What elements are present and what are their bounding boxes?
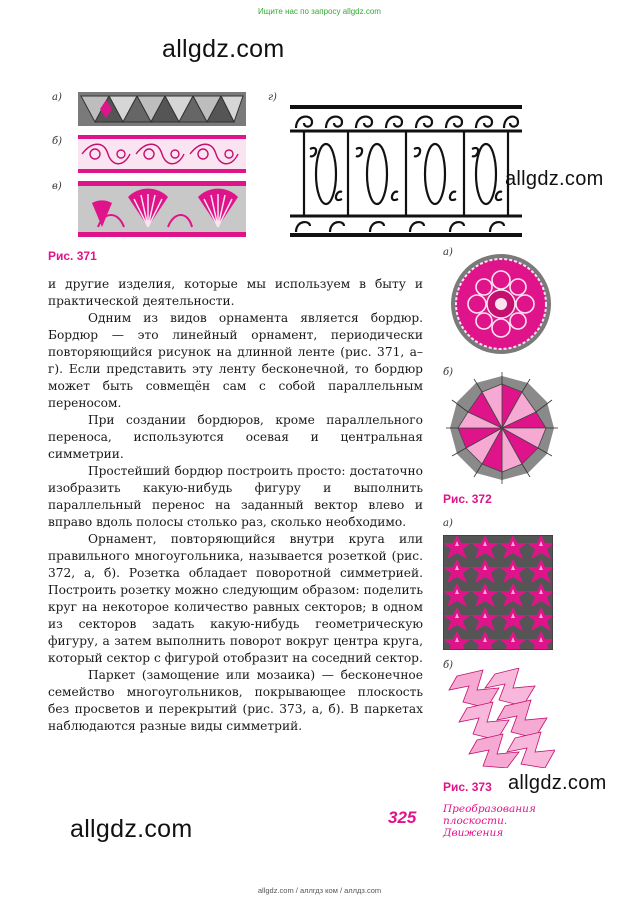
fig371-label-g: г) bbox=[268, 92, 277, 103]
fig372-label-b: б) bbox=[443, 367, 454, 378]
fig371-caption: Рис. 371 bbox=[48, 249, 97, 263]
paragraph-1: и другие изделия, которые мы используем в быту и практической деятельности. bbox=[48, 277, 423, 308]
watermark-top: allgdz.com bbox=[162, 35, 285, 63]
paragraph-4: Простейший бордюр построить просто: достаточно изобразить какую-нибудь фигуру и выполнить параллельный перенос на заданный вектор влево и вправо вдоль полосы столько раз, сколько необходимо. bbox=[48, 464, 423, 529]
section-caption bbox=[443, 803, 536, 839]
watermark-right-upper: allgdz.com bbox=[505, 168, 604, 190]
fig371-label-a: а) bbox=[52, 92, 62, 103]
paragraph-6: Паркет (замощение или мозаика) — бесконечное семейство многоугольников, покрывающее плоскость без просветов и перекрытий (рис. 373, а, б). В паркетах наблюдаются разные виды симметрий. bbox=[48, 668, 423, 733]
section-caption-line-1: Преобразования bbox=[443, 803, 536, 815]
border-g-iron-fence bbox=[290, 104, 522, 238]
border-v-fans bbox=[78, 181, 246, 237]
fig371-label-v: в) bbox=[52, 181, 62, 192]
fig371-label-b: б) bbox=[52, 136, 63, 147]
fig373-caption: Рис. 373 bbox=[443, 780, 492, 794]
paragraph-3: При создании бордюров, кроме параллельного переноса, используются осевая и центральная симметрии. bbox=[48, 413, 423, 461]
section-caption-line-2: плоскости. bbox=[443, 815, 508, 827]
page-number: 325 bbox=[388, 808, 417, 827]
parquet-a-stars bbox=[443, 535, 553, 650]
border-b-floral bbox=[78, 135, 246, 173]
top-site-link[interactable]: Ищите нас по запросу allgdz.com bbox=[258, 7, 381, 16]
fig373-label-b: б) bbox=[443, 660, 454, 671]
border-a-pyramids bbox=[78, 92, 246, 126]
section-caption-line-3: Движения bbox=[443, 827, 504, 839]
fig372-label-a: а) bbox=[443, 247, 453, 258]
paragraph-2: Одним из видов орнамента является бордюр. Бордюр — это линейный орнамент, периодически повторяющийся рисунок на длинной ленте (рис. 371, а–г). Если представить эту ленту бесконечной, то бордюр может быть совмещён сам с собой параллельным переносом. bbox=[48, 311, 423, 410]
watermark-right-lower: allgdz.com bbox=[508, 772, 607, 794]
watermark-bottom: allgdz.com bbox=[70, 815, 193, 843]
fig373-label-a: а) bbox=[443, 518, 453, 529]
paragraph-5: Орнамент, повторяющийся внутри круга или правильного многоугольника, называется розеткой (рис. 372, а, б). Розетка обладает поворотной симметрией. Построить розетку можно следующим образом: поделить круг на некоторое количество равных секторов; в одном из секторов задать какую-нибудь геометрическую фигуру, а затем выполнить поворот вокруг центра круга, который сектор с фигурой отобразит на соседний сектор. bbox=[48, 532, 423, 665]
fig372-caption: Рис. 372 bbox=[443, 492, 492, 506]
main-text bbox=[48, 276, 423, 735]
footer-links[interactable]: allgdz.com / аллгдз ком / аллдз.com bbox=[257, 886, 382, 895]
rosette-b-polygon bbox=[446, 372, 558, 484]
parquet-b-zigzag bbox=[443, 668, 555, 768]
rosette-a-circle bbox=[449, 252, 553, 356]
